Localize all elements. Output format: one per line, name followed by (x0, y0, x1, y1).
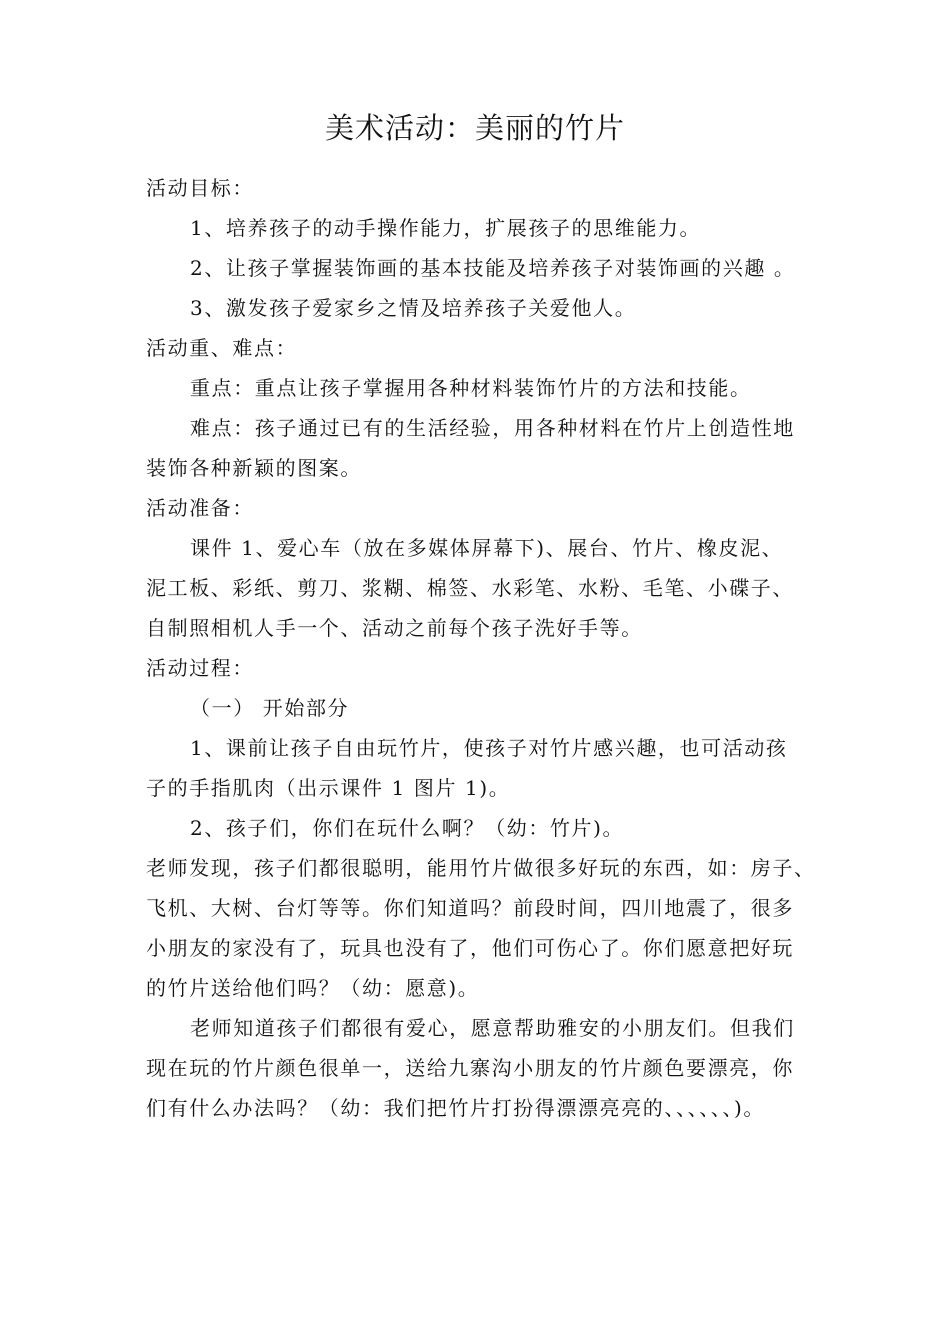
preparation-line-3: 自制照相机人手一个、活动之前每个孩子洗好手等。 (146, 616, 643, 640)
preparation-line-1: 课件 1、爱心车（放在多媒体屏幕下)、展台、竹片、橡皮泥、 (190, 536, 784, 560)
section-heading-objectives: 活动目标： (146, 176, 254, 200)
preparation-line-2: 泥工板、彩纸、剪刀、浆糊、棉签、水彩笔、水粉、毛笔、小碟子、 (146, 576, 794, 600)
section-heading-key-points: 活动重、难点： (146, 336, 298, 360)
teacher-paragraph-1-line-3: 小朋友的家没有了，玩具也没有了，他们可伤心了。你们愿意把好玩 (146, 936, 794, 960)
teacher-paragraph-1-line-4: 的竹片送给他们吗？（幼：愿意)。 (146, 976, 480, 1000)
teacher-paragraph-2-line-1: 老师知道孩子们都很有爱心，愿意帮助雅安的小朋友们。但我们 (190, 1016, 795, 1040)
objective-2: 2、让孩子掌握装饰画的基本技能及培养孩子对装饰画的兴趣 。 (190, 256, 796, 280)
process-part-1-heading: （一） 开始部分 (190, 696, 350, 720)
process-step-2: 2、孩子们，你们在玩什么啊？（幼：竹片)。 (190, 816, 625, 840)
process-step-1-line-2: 子的手指肌肉（出示课件 1 图片 1)。 (146, 776, 511, 800)
objective-1: 1、培养孩子的动手操作能力，扩展孩子的思维能力。 (190, 216, 702, 240)
difficult-point-line-1: 难点：孩子通过已有的生活经验，用各种材料在竹片上创造性地 (190, 416, 795, 440)
document-title: 美术活动：美丽的竹片 (324, 111, 625, 145)
key-point: 重点：重点让孩子掌握用各种材料装饰竹片的方法和技能。 (190, 376, 752, 400)
teacher-paragraph-1-line-2: 飞机、大树、台灯等等。你们知道吗？前段时间，四川地震了，很多 (146, 896, 794, 920)
objective-3: 3、激发孩子爱家乡之情及培养孩子关爱他人。 (190, 296, 637, 320)
section-heading-process: 活动过程： (146, 656, 254, 680)
teacher-paragraph-1-line-1: 老师发现，孩子们都很聪明，能用竹片做很多好玩的东西，如：房子、 (146, 856, 816, 880)
difficult-point-line-2: 装饰各种新颖的图案。 (146, 456, 362, 480)
section-heading-preparation: 活动准备： (146, 496, 254, 520)
document-body (146, 168, 816, 1128)
teacher-paragraph-2-line-2: 现在玩的竹片颜色很单一，送给九寨沟小朋友的竹片颜色要漂亮，你 (146, 1056, 794, 1080)
teacher-paragraph-2-line-3: 们有什么办法吗？（幼：我们把竹片打扮得漂漂亮亮的、、、、、、)。 (146, 1096, 766, 1120)
process-step-1-line-1: 1、课前让孩子自由玩竹片，使孩子对竹片感兴趣，也可活动孩 (190, 736, 788, 760)
